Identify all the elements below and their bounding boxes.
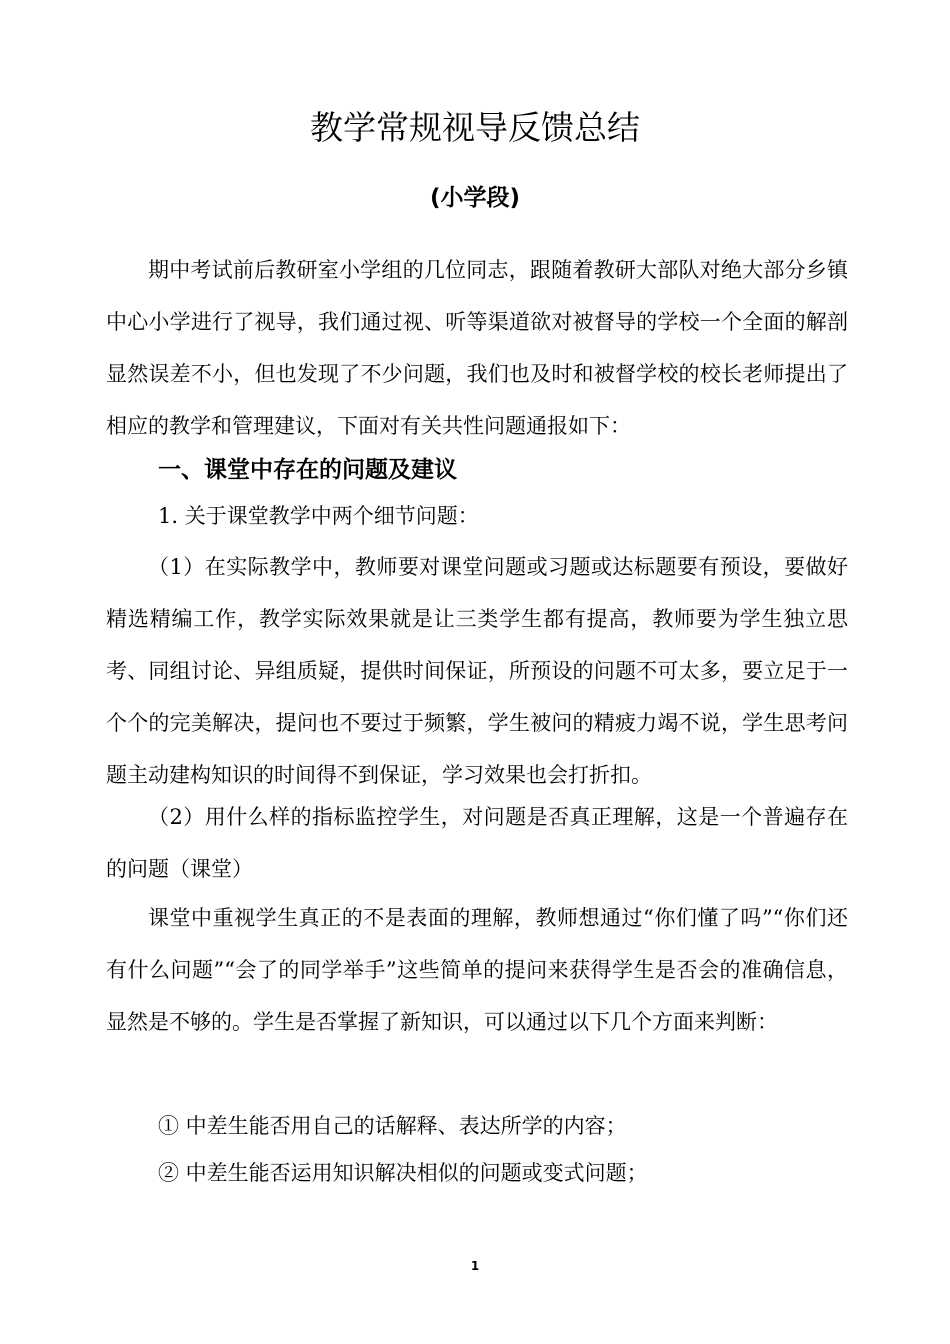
section-heading: 一、课堂中存在的问题及建议: [158, 457, 457, 483]
document-subtitle: (小学段): [429, 185, 521, 211]
criteria-item-2: ② 中差生能否运用知识解决相似的问题或变式问题；: [158, 1161, 648, 1185]
criteria-item-1: ① 中差生能否用自己的话解释、表达所学的内容；: [158, 1114, 627, 1138]
item-heading: 1. 关于课堂教学中两个细节问题：: [158, 504, 479, 528]
page-number: 1: [470, 1259, 480, 1273]
document-title: 教学常规视导反馈总结: [310, 108, 640, 147]
point-1-paragraph: （1）在实际教学中，教师要对课堂问题或习题或达标题要有预设，要做好精选精编工作，教学实际效果就是让三类学生都有提高，教师要为学生独立思考、同组讨论、异组质疑，提供时间保证，所预设的问题不可太多，要立足于一个个的完美解决，提问也不要过于频繁，学生被问的精疲力竭不说，学生思考问题主动建构知识的时间得不到保证，学习效果也会打折扣。: [106, 555, 848, 787]
body-paragraph: 课堂中重视学生真正的不是表面的理解，教师想通过“你们懂了吗”“你们还有什么问题”“会了的同学举手”这些简单的提问来获得学生是否会的准确信息，显然是不够的。学生是否掌握了新知识，可以通过以下几个方面来判断：: [106, 906, 848, 1034]
intro-paragraph: 期中考试前后教研室小学组的几位同志，跟随着教研大部队对绝大部分乡镇中心小学进行了视导，我们通过视、听等渠道欲对被督导的学校一个全面的解剖显然误差不小，但也发现了不少问题，我们也及时和被督学校的校长老师提出了相应的教学和管理建议，下面对有关共性问题通报如下：: [106, 258, 848, 438]
point-2-paragraph: （2）用什么样的指标监控学生，对问题是否真正理解，这是一个普遍存在的问题（课堂）: [106, 805, 848, 881]
